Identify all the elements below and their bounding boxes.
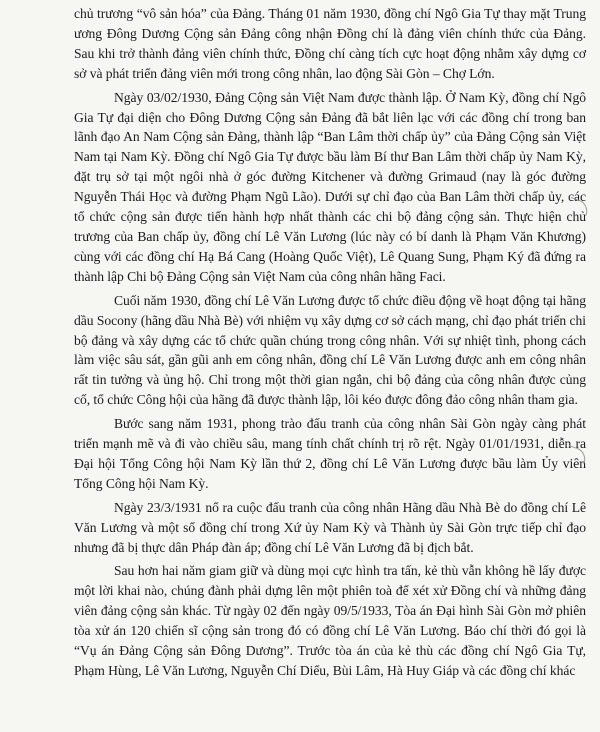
paragraph-3: Cuối năm 1930, đồng chí Lê Văn Lương được tổ chức điều động về hoạt động tại hãng dầu Socony (hãng dầu Nhà Bè) với nhiệm vụ xây dựng cơ sở cách mạng, chỉ đạo phát triển chi bộ đảng và xây dựng các tổ chức quần chúng trong công nhân. Với sự nhiệt tình, phong cách làm việc sâu sát, gần gũi anh em công nhân, đồng chí Lê Văn Lương được anh em công nhân rất tin tưởng và ủng hộ. Chỉ trong một thời gian ngắn, chi bộ đảng của công nhân được củng cố, tổ chức Công hội của hãng đã được thành lập, lôi kéo được đông đảo công nhân tham gia. <box>74 292 586 408</box>
paragraph-6: Sau hơn hai năm giam giữ và dùng mọi cực hình tra tấn, kẻ thù vẫn không hề lấy được một lời khai nào, chúng đành phải dựng lên một phiên toà để xét xử Đồng chí và những đảng viên đảng cộng sản khác. Từ ngày 02 đến ngày 09/5/1933, Tòa án Đại hình Sài Gòn mở phiên tòa xử án 120 chiến sĩ cộng sản trong đó có đồng chí Lê Văn Lương. Báo chí thời đó gọi là “Vụ án Đảng Cộng sản Đông Dương”. Trước tòa án của kẻ thù các đồng chí Ngô Gia Tự, Phạm Hùng, Lê Văn Lương, Nguyễn Chí Diểu, Bùi Lâm, Hà Huy Giáp và các đồng chí khác <box>74 563 586 678</box>
paragraph-5: Ngày 23/3/1931 nổ ra cuộc đấu tranh của công nhân Hãng dầu Nhà Bè do đồng chí Lê Văn Lương và một số đồng chí trong Xứ ủy Nam Kỳ và Thành ủy Sài Gòn trực tiếp chỉ đạo nhưng đã bị thực dân Pháp đàn áp; đồng chí Lê Văn Lương đã bị địch bắt. <box>74 499 586 555</box>
paragraph-2: Ngày 03/02/1930, Đảng Cộng sản Việt Nam được thành lập. Ở Nam Kỳ, đồng chí Ngô Gia Tự đại diện cho Đông Dương Cộng sản Đảng đã bắt liên lạc với các đồng chí trong ban lãnh đạo An Nam Cộng sản Đảng, thành lập “Ban Lâm thời chấp ủy” của Đảng Cộng sản Việt Nam tại Nam Kỳ. Đồng chí Ngô Gia Tự được bầu làm Bí thư Ban Lâm thời chấp ủy Nam Kỳ, đặt trụ sở tại một ngôi nhà ở góc đường Kitchener và đường Grimaud (nay là góc đường Nguyễn Thái Học và đường Phạm Ngũ Lão). Dưới sự chỉ đạo của Ban Lâm thời chấp ủy, các tổ chức cộng sản được tiến hành hợp nhất thành các chi bộ đảng cộng sản. Thực hiện chủ trương của Ban chấp ủy, đồng chí Lê Văn Lương (lúc này có bí danh là Phạm Văn Khương) cùng với các đồng chí Hạ Bá Cang (Hoàng Quốc Việt), Lê Quang Sung, Phạm Ký đã đứng ra thành lập Chi bộ Đảng Cộng sản Việt Nam của công nhân hãng Faci. <box>74 89 586 284</box>
paragraph-1: chủ trương “vô sản hóa” của Đảng. Tháng 01 năm 1930, đồng chí Ngô Gia Tự thay mặt Trung ương Đông Dương Cộng sản Đảng công nhận Đồng chí là đảng viên chính thức của Đảng. Sau khi trở thành đảng viên chính thức, Đồng chí càng tích cực hoạt động nhằm xây dựng cơ sở và phát triển đảng viên mới trong công nhân, lao động Sài Gòn – Chợ Lớn. <box>74 6 586 81</box>
paragraph-4: Bước sang năm 1931, phong trào đấu tranh của công nhân Sài Gòn ngày càng phát triển mạnh mẽ và đi vào chiều sâu, mang tính chất chính trị rõ rệt. Ngày 01/01/1931, diễn ra Đại hội Tổng Công hội Nam Kỳ lần thứ 2, đồng chí Lê Văn Lương được bầu làm Ủy viên Tổng Công hội Nam Kỳ. <box>74 416 586 491</box>
document-body <box>74 4 586 685</box>
